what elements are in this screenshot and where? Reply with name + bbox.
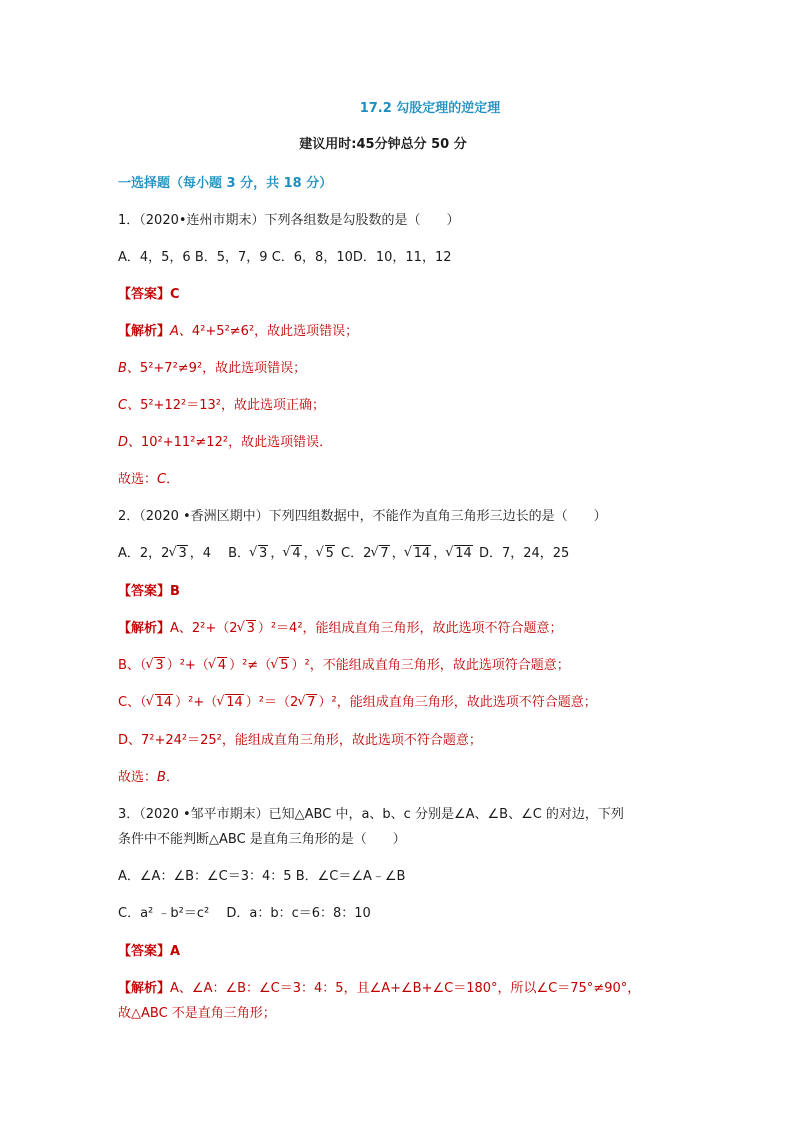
q3-analysis-a2: 故△ABC 不是直角三角形；	[118, 1006, 276, 1021]
q3-answer-line: 【答案】A	[118, 944, 181, 959]
q1-analysis-a: 【解析】A、4²+5²≠6²，故此选项错误；	[118, 324, 359, 339]
q1-answer-line	[118, 285, 180, 305]
q1-options: A．4，5，6 B．5，7，9 C．6，8，10D．10，11，12	[118, 250, 452, 265]
q3-analysis-a: 【解析】A、∠A：∠B：∠C＝3：4：5，且∠A+∠B+∠C＝180°，所以∠C＝75°≠90°，	[118, 981, 641, 996]
page-subtitle: 建议用时:45分钟总分 50 分	[299, 137, 467, 152]
analysis-tag: 【解析】	[118, 324, 171, 339]
q1-analysis-b: B、5²+7²≠9²，故此选项错误；	[118, 361, 307, 376]
q2-choose: 故选：B．	[118, 770, 179, 785]
q2-options: A．2，2√ 3 ，4 B．√ 3 ，√ 4 ，√ 5 C．2√ 7 ，√ 14 ，√ 14 D．7，24，25	[118, 544, 569, 564]
q2-analysis-a: 【解析】A、2²+（2√ 3 ）²＝4²，能组成直角三角形，故此选项不符合题意；	[118, 619, 563, 639]
q3-stem-line2: 条件中不能判断△ABC 是直角三角形的是（ ）	[118, 832, 406, 847]
q3-stem-line1: 3．（2020 •邹平市期末）已知△ABC 中，a、b、c 分别是∠A、∠B、∠C 的对边，下列	[118, 807, 624, 822]
q3-options-line2: C．a² ﹣b²＝c² D．a：b：c＝6：8：10	[118, 906, 371, 921]
q2-answer-line: 【答案】B	[118, 584, 180, 599]
q1-choose: 故选：C．	[118, 472, 180, 487]
section-heading: 一选择题（每小题 3 分，共 18 分）	[118, 176, 333, 191]
page-title: 17.2 勾股定理的逆定理	[359, 101, 501, 116]
q2-answer: B	[170, 584, 180, 599]
q1-analysis-c: C、5²+12²＝13²，故此选项正确；	[118, 398, 325, 413]
q2-analysis-d: D、7²+24²＝25²，能组成直角三角形，故此选项不符合题意；	[118, 733, 482, 748]
q1-stem: 1．（2020•连州市期末）下列各组数是勾股数的是（ ）	[118, 213, 460, 228]
q2-analysis-b: B、（√ 3 ）²+（√ 4 ）²≠（√ 5 ）²，不能组成直角三角形，故此选项符合题意；	[118, 656, 570, 676]
q2-analysis-c: C、（√ 14 ）²+（√ 14 ）²＝（2√ 7 ）²，能组成直角三角形，故此选项不符合题意；	[118, 693, 597, 713]
answer-tag: 【答案】	[118, 287, 171, 302]
q2-stem: 2．（2020 •香洲区期中）下列四组数据中，不能作为直角三角形三边长的是（ ）	[118, 509, 607, 524]
q3-answer: A	[170, 944, 181, 959]
q1-analysis-d: D、10²+11²≠12²，故此选项错误．	[118, 435, 333, 450]
q1-answer: C	[170, 287, 180, 302]
q3-options-line1: A．∠A：∠B：∠C＝3：4：5 B．∠C＝∠A﹣∠B	[118, 869, 406, 884]
